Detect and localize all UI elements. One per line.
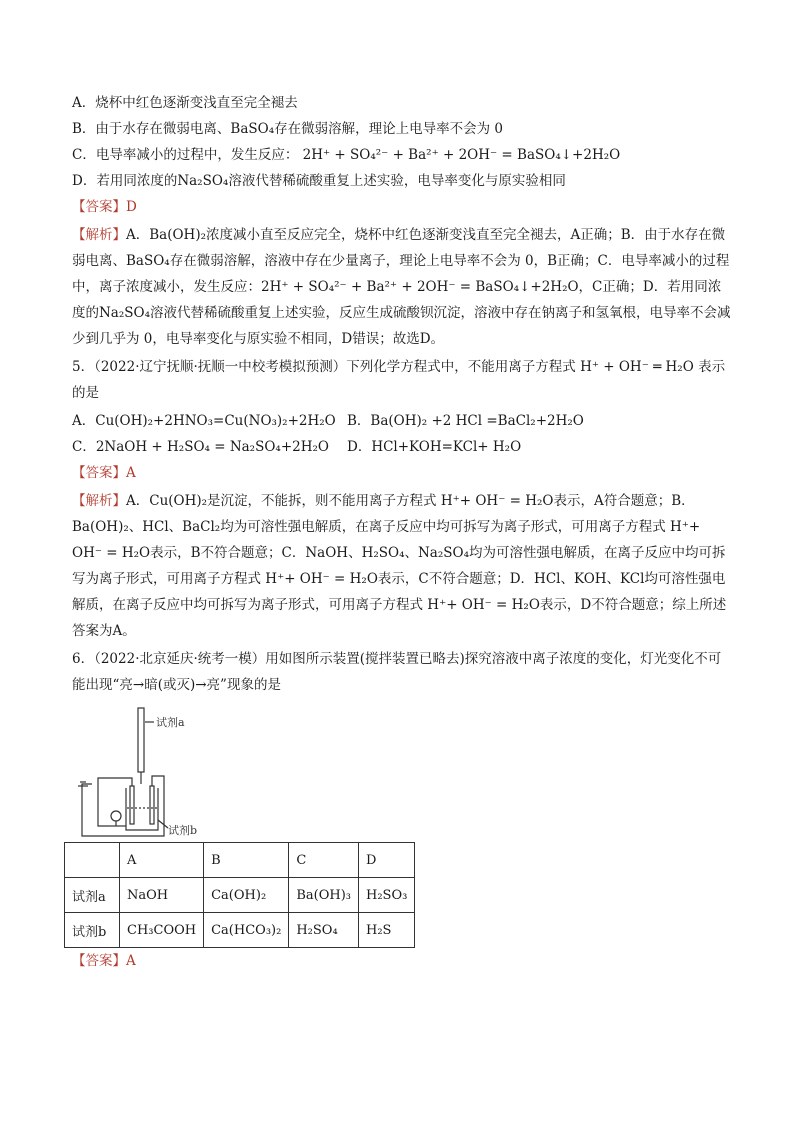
burette bbox=[138, 708, 144, 772]
table-cell: CH₃COOH bbox=[120, 913, 204, 948]
reagents-table bbox=[64, 842, 415, 948]
light-bulb bbox=[111, 811, 121, 821]
q4-option-c-equation: 2H⁺ + SO₄²⁻ + Ba²⁺ + 2OH⁻ = BaSO₄↓+2H₂O bbox=[302, 147, 621, 163]
q5-options-row-2 bbox=[72, 436, 732, 458]
table-header-cell: C bbox=[289, 843, 359, 878]
q5-options-row-1 bbox=[72, 410, 732, 432]
table-header-row bbox=[65, 843, 415, 878]
q4-option-c bbox=[72, 144, 732, 166]
table-header-cell: D bbox=[358, 843, 414, 878]
document-page bbox=[72, 92, 732, 976]
answer-label: 【答案】 bbox=[72, 199, 126, 215]
q6-stem: 6．（2022·北京延庆·统考一模）用如图所示装置(搅拌装置已略去)探究溶液中离子浓度的变化，灯光变化不可能出现“亮→暗(或灭)→亮”现象的是 bbox=[72, 651, 722, 693]
table-header-cell: A bbox=[120, 843, 204, 878]
q4-analysis bbox=[72, 222, 732, 352]
answer-label: 【答案】 bbox=[72, 465, 126, 481]
label-reagent-a: 试剂a bbox=[156, 716, 185, 729]
q5-option-d: D．HCl+KOH=KCl+ H₂O bbox=[347, 439, 522, 455]
q5-option-b: B．Ba(OH)₂ +2 HCl =BaCl₂+2H₂O bbox=[347, 413, 584, 429]
table-row bbox=[65, 913, 415, 948]
table-cell: 试剂b bbox=[65, 913, 120, 948]
q5-analysis bbox=[72, 488, 732, 644]
analysis-label: 【解析】 bbox=[72, 493, 126, 509]
q5-option-a: A．Cu(OH)₂+2HNO₃=Cu(NO₃)₂+2H₂O bbox=[72, 413, 336, 429]
table-header-cell bbox=[65, 843, 120, 878]
label-reagent-b: 试剂b bbox=[168, 824, 198, 837]
conductivity-apparatus-figure bbox=[72, 702, 272, 842]
q5-stem: 5．（2022·辽宁抚顺·抚顺一中校考模拟预测）下列化学方程式中，不能用离子方程式 H⁺ + OH⁻ ═ H₂O 表示的是 bbox=[72, 359, 726, 401]
table-cell: H₂S bbox=[358, 913, 414, 948]
apparatus-diagram bbox=[72, 702, 272, 842]
table-cell: Ca(HCO₃)₂ bbox=[204, 913, 289, 948]
q4-option-b: B．由于水存在微弱电离、BaSO₄存在微弱溶解，理论上电导率不会为 0 bbox=[72, 121, 503, 137]
q4-option-d: D．若用同浓度的Na₂SO₄溶液代替稀硫酸重复上述实验，电导率变化与原实验相同 bbox=[72, 173, 566, 189]
table-cell: H₂SO₃ bbox=[358, 878, 414, 913]
q4-option-c-text: C．电导率减小的过程中，发生反应： bbox=[72, 147, 299, 163]
answer-value: A bbox=[126, 465, 136, 481]
answer-label: 【答案】 bbox=[72, 953, 126, 969]
table-cell: 试剂a bbox=[65, 878, 120, 913]
table-cell: Ba(OH)₃ bbox=[289, 878, 359, 913]
analysis-text: A．Ba(OH)₂浓度减小直至反应完全，烧杯中红色逐渐变浅直至完全褪去，A正确；B．由于水存在微弱电离、BaSO₄存在微弱溶解，溶液中存在少量离子，理论上电导率不会为 0，B正确；C．电导率减小的过程中，离子浓度减小，发生反应：2H⁺ + SO₄²⁻ + Ba²⁺ + 2OH⁻ = BaSO₄↓+2H₂O，C正确；D．若用同浓度的Na₂SO₄溶液代替稀硫酸重复上述实验，反应生成硫酸钡沉淀，溶液中存在钠离子和氢氧根，电导率不会减少到几乎为 0，电导率变化与原实验不相同，D错误；故选D。 bbox=[72, 227, 731, 347]
table-header-cell: B bbox=[204, 843, 289, 878]
table-row bbox=[65, 878, 415, 913]
answer-value: A bbox=[126, 953, 136, 969]
q5-answer bbox=[72, 462, 732, 484]
answer-value: D bbox=[126, 199, 137, 215]
q4-answer bbox=[72, 196, 732, 218]
table-cell: NaOH bbox=[120, 878, 204, 913]
analysis-label: 【解析】 bbox=[72, 227, 126, 243]
q4-option-a: A．烧杯中红色逐渐变浅直至完全褪去 bbox=[72, 95, 298, 111]
q6-answer bbox=[72, 950, 732, 972]
table-cell: Ca(OH)₂ bbox=[204, 878, 289, 913]
q5-option-c: C．2NaOH + H₂SO₄ = Na₂SO₄+2H₂O bbox=[72, 439, 329, 455]
analysis-text: A．Cu(OH)₂是沉淀，不能拆，则不能用离子方程式 H⁺+ OH⁻ = H₂O表示，A符合题意；B．Ba(OH)₂、HCl、BaCl₂均为可溶性强电解质，在离子反应中均可拆写为离子形式，可用离子方程式 H⁺+ OH⁻ = H₂O表示，B不符合题意；C．NaOH、H₂SO₄、Na₂SO₄均为可溶性强电解质，在离子反应中均可拆写为离子形式，可用离子方程式 H⁺+ OH⁻ = H₂O表示，C不符合题意；D．HCl、KOH、KCl均可溶性强电解质，在离子反应中均可拆写为离子形式，可用离子方程式 H⁺+ OH⁻ = H₂O表示，D不符合题意；综上所述答案为A。 bbox=[72, 493, 727, 639]
table-cell: H₂SO₄ bbox=[289, 913, 359, 948]
